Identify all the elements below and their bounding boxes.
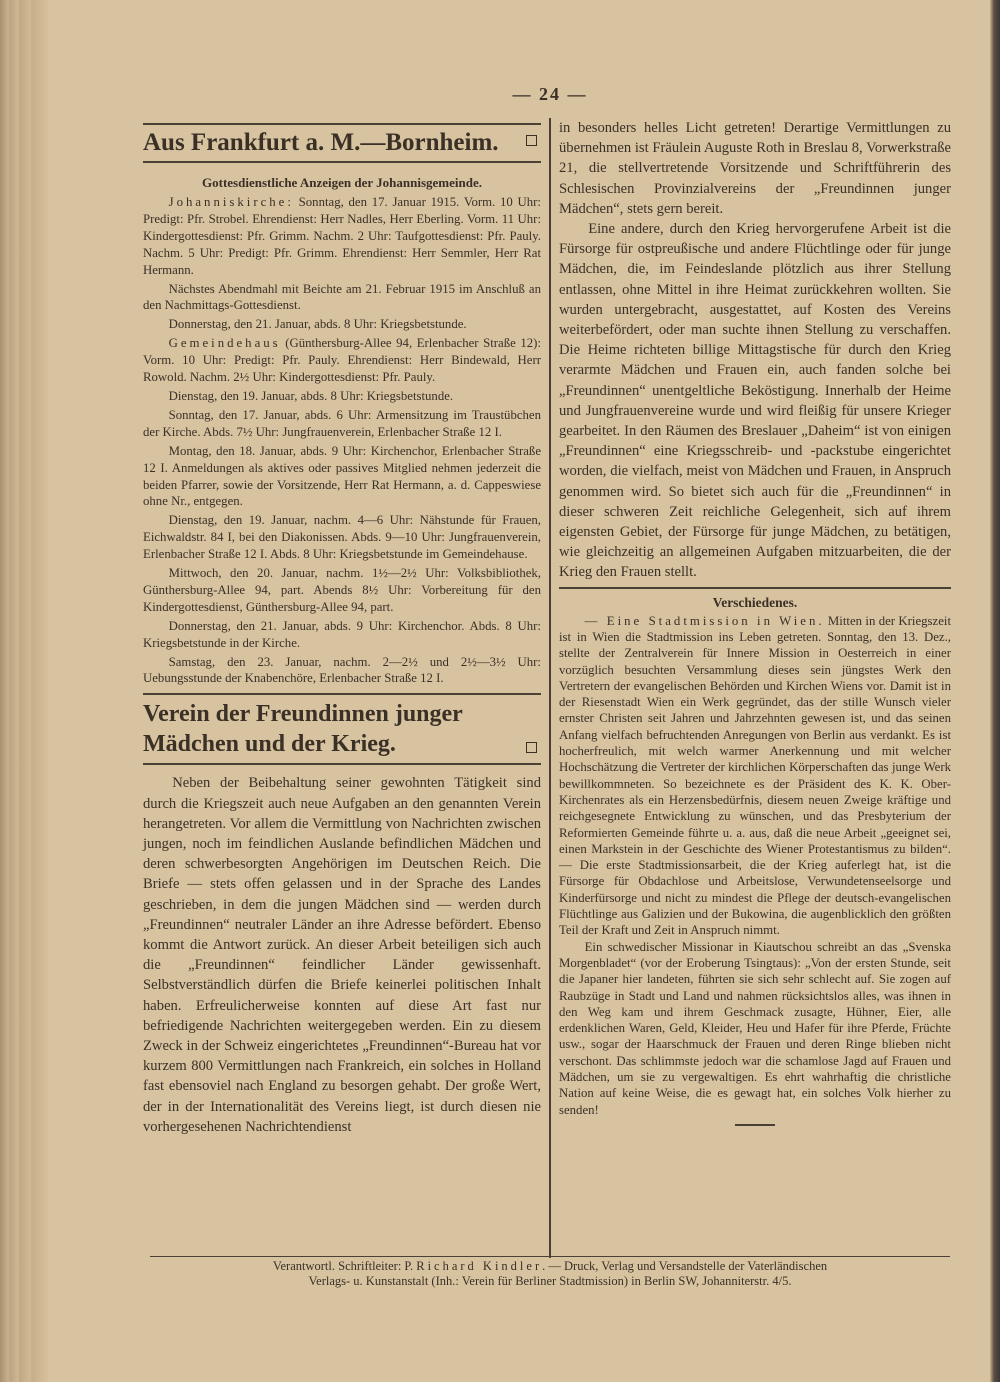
paragraph-text: Ein schwedischer Missionar in Kiautschou schreibt an das „Svenska Morgenbladet“ (vor der Eroberung Tsingtaus): „Von der ersten Stunde, seit die Japaner hier landeten, führten sie sich sehr schlecht auf. Sie zogen auf Raubzüge in Stadt und Land und nahmen rücksichtslos alles, was ihnen in den Weg kam und ihrem Geschmack zusagte, Hühner, Eier, alle erdenklichen Waren, Geld, Kleider, Heu und Hafer für ihre Pferde, Früchte usw., sogar der Haarschmuck der Frauen und deren Ringe blieben nicht verschont. Das schlimmste jedoch war die schamlose Jagd auf Frauen und Mädchen, um sie zu vergewaltigen. Es ehrt wahrhaftig die christliche Nation auf keine Weise, die es gewagt hat, ein solches Volk hierher zu senden! — [559, 939, 951, 1117]
section-verschiedenes — [559, 595, 951, 1126]
imprint-footer — [150, 1256, 950, 1289]
notice-paragraph — [143, 407, 541, 441]
section-title: Aus Frankfurt a. M.—Bornheim. — [143, 129, 499, 156]
paragraph-text: (Günthersburg-Allee 94, Erlenbacher Straße 12): Vorm. 10 Uhr: Predigt: Pfr. Pauly. Ehrendienst: Herr Bindewald, Herr Rowold. Nachm. 2½ Uhr: Kindergottesdienst: Pfr. Pauly. — [143, 336, 541, 385]
editor-name: Richard Kindler — [416, 1259, 543, 1273]
notice-paragraph — [143, 388, 541, 405]
paragraph-text: Samstag, den 23. Januar, nachm. 2—2½ und 2½—3½ Uhr: Uebungsstunde der Knabenchöre, Erlenbacher Straße 12 I. — [143, 654, 541, 686]
article-paragraph: Eine andere, durch den Krieg hervorgerufene Arbeit ist die Fürsorge für ostpreußische und andere Flüchtlinge oder für junge Mädchen, die, im Feindeslande plötzlich aus ihrer Stellung entlassen, ohne Mittel in ihre Heimat zurückkehren wollten. Sie wurden untergebracht, ausgestattet, auf Kosten des Vereins weiterbefördert, oder man suchte ihnen Stellung zu verschaffen. Die Heime richteten billige Mittagstische für durch den Krieg verarmte Mädchen und Frauen ein, auch fanden solche bei „Freundinnen“ unentgeltliche Beköstigung. Innerhalb der Heime und Jungfrauenvereine wurde und wird fleißig für unsere Krieger gearbeitet. In den Räumen des Breslauer „Daheim“ ist von einigen „Freundinnen“ eine Kriegsschreib- und -packstube eingerichtet worden, die vielfach, meist von Mädchen und Frauen, in Anspruch genommen wird. So bietet sich auch für die „Freundinnen“ in dieser schweren Zeit reichliche Gelegenheit, sich auf ihrem eigensten Gebiet, der Fürsorge für junge Mädchen, zu betätigen, wie gleichzeitig an allgemeinen Aufgaben mitzuarbeiten, die der Krieg den Frauen stellt. — [559, 221, 951, 581]
spaced-lead: Gemeindehaus — [168, 336, 281, 351]
notice-paragraph — [143, 654, 541, 688]
notice-paragraph — [143, 443, 541, 511]
notice-paragraph — [143, 335, 541, 386]
page-number: — 24 — — [512, 84, 588, 104]
notice-paragraph — [143, 281, 541, 315]
notice-paragraph — [559, 613, 951, 939]
rule — [559, 587, 951, 589]
left-column — [143, 118, 541, 1137]
paragraph-text: Montag, den 18. Januar, abds. 9 Uhr: Kirchenchor, Erlenbacher Straße 12 I. Anmeldungen als aktives oder passives Mitglied nehmen jederzeit die beiden Pfarrer, sowie der Vorsitzende, Herr Rat Hermann, a. d. Cappeswiese ohne Nr., entgegen. — [143, 443, 541, 509]
notice-paragraph — [559, 939, 951, 1118]
section-frankfurt — [143, 123, 541, 687]
imprint-line-1 — [150, 1259, 950, 1274]
section-heading — [143, 123, 541, 163]
paragraph-text: Mittwoch, den 20. Januar, nachm. 1½—2½ Uhr: Volksbibliothek, Günthersburg-Allee 94, part. Abends 8½ Uhr: Vorbereitung für den Kindergottesdienst, Günthersburg-Allee 94, part. — [143, 566, 541, 614]
notice-paragraph — [143, 316, 541, 333]
square-ornament-icon — [526, 135, 537, 146]
imprint-text: . — Druck, Verlag und Versandstelle der Vaterländischen — [542, 1259, 828, 1273]
spaced-lead: — Eine Stadtmission in Wien. — [584, 613, 825, 628]
paragraph-text: Dienstag, den 19. Januar, nachm. 4—6 Uhr: Nähstunde für Frauen, Eichwaldstr. 84 I, bei den Diakonissen. Abds. 9—10 Uhr: Jungfrauenverein, Erlenbacher Straße 12 I. Abds. 8 Uhr: Kriegsbetstunde im Gemeindehause. — [143, 513, 541, 562]
book-page-edges — [0, 0, 48, 1382]
paragraph-text: Sonntag, den 17. Januar, abds. 6 Uhr: Armensitzung im Traustübchen der Kirche. Abds. 7½ Uhr: Jungfrauenverein, Erlenbacher Straße 12 I. — [143, 407, 541, 439]
spaced-lead: Johanniskirche: — [168, 195, 294, 209]
paragraph-text: Sonntag, den 17. Januar 1915. Vorm. 10 Uhr: Predigt: Pfr. Strobel. Ehrendienst: Herr Nadles, Herr Eberling. Vorm. 11 Uhr: Kindergottesdienst: Pfr. Grimm. Nachm. 2 Uhr: Taufgottesdienst: Pfr. Pauly. Nachm. 5 Uhr: Predigt: Pfr. Grimm. Ehrendienst: Herr Semmler, Herr Rat Hermann. — [143, 195, 541, 277]
section-freundinnen — [143, 693, 541, 1137]
paragraph-text: Dienstag, den 19. Januar, abds. 8 Uhr: Kriegsbetstunde. — [168, 388, 454, 403]
end-rule — [735, 1124, 775, 1126]
paragraph-text: Donnerstag, den 21. Januar, abds. 9 Uhr: Kirchenchor. Abds. 8 Uhr: Kriegsbetstunde in der Kirche. — [143, 618, 541, 650]
imprint-text: Verantwortl. Schriftleiter: P. — [272, 1259, 417, 1273]
notice-paragraph — [143, 565, 541, 616]
section-subtitle: Gottesdienstliche Anzeigen der Johannisgemeinde. — [202, 175, 482, 190]
notice-paragraph — [143, 512, 541, 563]
right-column — [559, 118, 951, 1126]
article-continuation — [559, 118, 951, 583]
book-cover-edge — [990, 0, 1000, 1382]
article-paragraph: Neben der Beibehaltung seiner gewohnten Tätigkeit sind durch die Kriegszeit auch neue Aufgaben an den genannten Verein herangetreten. Vor allem die Vermittlung von Nachrichten zwischen jungen, noch im feindlichen Auslande befindlichen Mädchen und deren schwerbesorgten Angehörigen im Deutschen Reich. Die Briefe — stets offen gelassen und in der Sprache des Landes geschrieben, in dem die jungen Mädchen sind — werden durch „Freundinnen“ neutraler Länder an ihre Adresse befördert. Ebenso kommt die Antwort zurück. An dieser Arbeit beteiligen sich auch die „Freundinnen“ feindlicher Länder gewissenhaft. Selbstverständlich dürfen die Briefe keinerlei politischen Inhalt haben. Erfreulicherweise konnten auf diese Art fast nur befriedigende Nachrichten weitergegeben werden. Ein zu diesem Zweck in der Schweiz eingerichtetes „Freundinnen“-Bureau hat vor kurzem 800 Vermittlungen nach Frankreich, ein solches in Holland fast ebensoviel nach England zu besorgen gehabt. Der große Wert, der in der Internationalität des Vereins liegt, ist durch diesen nie vorhergesehenen Nachrichtendienst — [143, 775, 541, 1135]
paragraph-text: Mitten in der Kriegszeit ist in Wien die Stadtmission ins Leben getreten. Sonntag, den 13. Dez., stellte der Zentralverein für Innere Mission in Oesterreich in einer vorzüglich besuchten Versammlung dieses sein jüngstes Werk den Vertretern der evangelischen Behörden und Kirchen Wiens vor. Damit ist in der Riesenstadt Wien ein Werk gegründet, das der stille Wunsch vieler ernster Christen seit Jahren und Jahrzehnten gewesen ist, und das seinen Anfang vielfach befruchtenden Anregungen von Berlin aus verdankt. Es ist hocherfreulich, mit welch warmer Anerkennung und mit welcher Hochschätzung die Vertreter der kirchlichen Körperschaften das junge Werk bewillkommneten. So bezeichnete es der Präsident des K. K. Ober-Kirchenrates als ein Herzensbedürfnis, diesem neuen Zweige kräftige und reichgesegnete Entwicklung zu wünschen, und das Presbyterium der Reformierten Gemeinde führte u. a. aus, daß die neue Arbeit „geeignet sei, einen Markstein in der Geschichte des Wiener Protestantismus zu bilden“. — Die erste Stadtmissionsarbeit, die der Krieg auferlegt hat, ist die Fürsorge für Obdachlose und Arbeitslose, Verwundetenseelsorge und Kinderfürsorge und nicht zu mindest die Pflege der deutsch-evangelischen Flüchtlinge aus Galizien und der Bukowina, die augenblicklich den größten Teil der Kraft und Zeit in Anspruch nimmt. — [559, 613, 951, 938]
section-title: Verein der Freundinnen junger Mädchen und der Krieg. — [143, 701, 463, 758]
article-paragraph: in besonders helles Licht getreten! Derartige Vermittlungen zu übernehmen ist Fräulein Auguste Roth in Breslau 8, Vorwerkstraße 21, die stellvertretende Vorsitzende und Schriftführerin des Schlesischen Provinzialvereins der „Freundinnen junger Mädchen“, stets gern bereit. — [559, 120, 951, 217]
column-divider — [549, 118, 551, 1258]
notice-paragraph — [143, 618, 541, 652]
imprint-line-2: Verlags- u. Kunstanstalt (Inh.: Verein für Berliner Stadtmission) in Berlin SW, Johanniterstr. 4/5. — [308, 1274, 792, 1288]
section-title: Verschiedenes. — [712, 594, 798, 610]
paragraph-text: Nächstes Abendmahl mit Beichte am 21. Februar 1915 im Anschluß an den Nachmittags-Gottesdienst. — [143, 281, 541, 313]
paragraph-text: Donnerstag, den 21. Januar, abds. 8 Uhr: Kriegsbetstunde. — [168, 317, 467, 332]
section-heading — [143, 693, 541, 765]
notice-paragraph — [143, 194, 541, 279]
square-ornament-icon — [526, 742, 537, 753]
